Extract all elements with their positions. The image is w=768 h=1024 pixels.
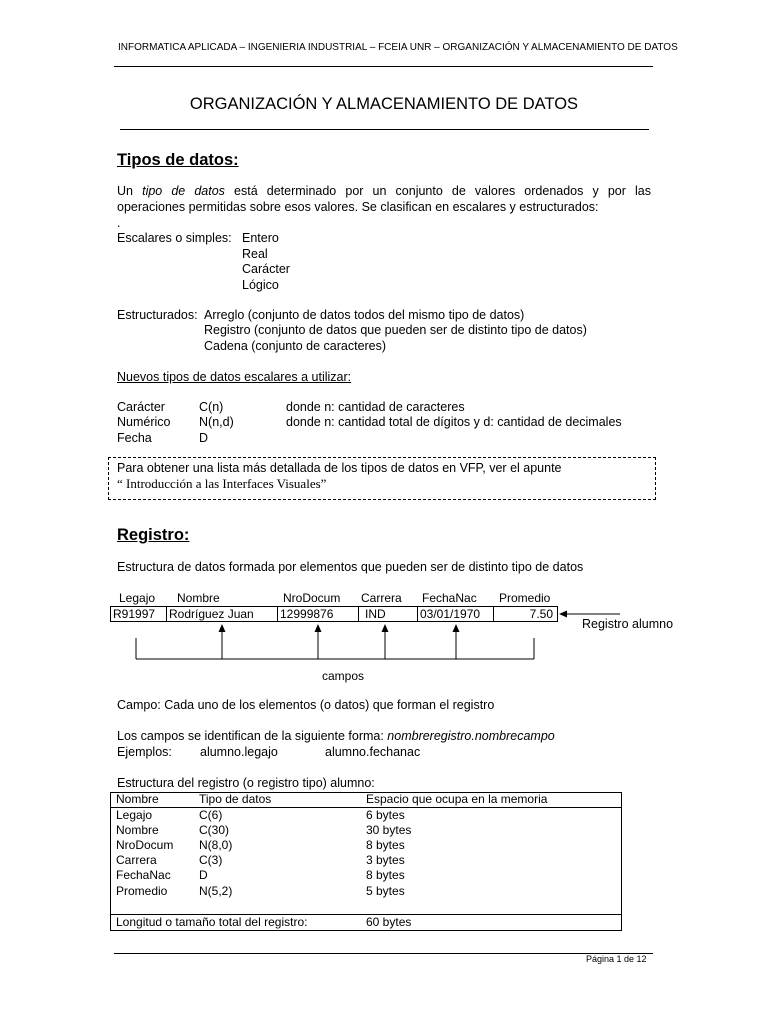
table-cell: C(30) — [199, 823, 230, 837]
table-cell: Nombre — [116, 823, 159, 837]
intro-paragraph-line2: operaciones permitidas sobre esos valores. Se clasifican en escalares y estructurados: — [117, 200, 599, 214]
record-value-cell: Rodríguez Juan — [166, 606, 278, 622]
record-value-cell: 7.50 — [493, 606, 558, 622]
record-field-header: Carrera — [361, 591, 402, 605]
page-number: Página 1 de 12 — [586, 954, 647, 964]
record-value-cell: IND — [358, 606, 418, 622]
record-arrows-diagram — [100, 600, 720, 670]
estructurado-item: Registro (conjunto de datos que pueden ser de distinto tipo de datos) — [204, 323, 587, 337]
nuevo-tipo-name: Carácter — [117, 400, 165, 414]
title-rule — [120, 129, 649, 130]
table-total-value: 60 bytes — [366, 915, 412, 929]
record-field-header: Promedio — [499, 591, 551, 605]
record-field-header: Legajo — [119, 591, 156, 605]
note-line2-reference: “ Introducción a las Interfaces Visuales” — [117, 476, 327, 491]
record-value-cell: 12999876 — [277, 606, 359, 622]
document-title: ORGANIZACIÓN Y ALMACENAMIENTO DE DATOS — [189, 95, 579, 113]
nuevos-heading: Nuevos tipos de datos escalares a utilizar: — [117, 370, 352, 384]
escalar-item: Entero — [242, 231, 279, 245]
table-cell: N(8,0) — [199, 838, 233, 852]
estructurados-label: Estructurados: — [117, 308, 198, 322]
escalar-item: Lógico — [242, 278, 279, 292]
record-value-cell: R91997 — [110, 606, 167, 622]
escalar-item: Real — [242, 247, 268, 261]
ejemplo-item: alumno.legajo — [200, 745, 278, 759]
table-cell: 30 bytes — [366, 823, 412, 837]
nuevo-tipo-name: Numérico — [117, 415, 171, 429]
table-header-cell: Tipo de datos — [199, 792, 272, 806]
nuevo-tipo-desc: donde n: cantidad total de dígitos y d: cantidad de decimales — [286, 415, 622, 429]
footer-rule — [114, 953, 653, 954]
table-cell: Carrera — [116, 853, 157, 867]
intro-paragraph-line1: Un tipo de datos está determinado por un conjunto de valores ordenados y por las — [117, 184, 651, 198]
record-field-header: FechaNac — [422, 591, 477, 605]
campo-definition: Campo: Cada uno de los elementos (o datos) que forman el registro — [117, 698, 495, 712]
table-cell: Promedio — [116, 884, 168, 898]
estructura-label: Estructura del registro (o registro tipo) alumno: — [117, 776, 375, 790]
table-cell: 5 bytes — [366, 884, 405, 898]
section-heading-tipos: Tipos de datos: — [117, 151, 239, 169]
nuevo-tipo-code: C(n) — [199, 400, 224, 414]
header-rule — [114, 66, 653, 67]
estructurado-item: Arreglo (conjunto de datos todos del mismo tipo de datos) — [204, 308, 525, 322]
table-cell: Legajo — [116, 808, 153, 822]
table-cell: 6 bytes — [366, 808, 405, 822]
campos-label: campos — [322, 669, 365, 683]
table-cell: NroDocum — [116, 838, 174, 852]
nuevo-tipo-code: D — [199, 431, 209, 445]
table-header-cell: Espacio que ocupa en la memoria — [366, 792, 548, 806]
table-header-cell: Nombre — [116, 792, 159, 806]
escalar-item: Carácter — [242, 262, 290, 276]
table-cell: 8 bytes — [366, 838, 405, 852]
table-cell: 8 bytes — [366, 868, 405, 882]
table-cell: C(6) — [199, 808, 223, 822]
stray-dot: . — [117, 216, 121, 230]
table-cell: D — [199, 868, 208, 882]
table-cell: N(5,2) — [199, 884, 233, 898]
table-total-label: Longitud o tamaño total del registro: — [116, 915, 308, 929]
table-cell: FechaNac — [116, 868, 171, 882]
nuevo-tipo-code: N(n,d) — [199, 415, 234, 429]
ejemplo-item: alumno.fechanac — [325, 745, 421, 759]
registro-alumno-label: Registro alumno — [582, 617, 674, 631]
escalares-label: Escalares o simples: — [117, 231, 232, 245]
record-value-cell: 03/01/1970 — [417, 606, 494, 622]
table-cell: C(3) — [199, 853, 223, 867]
ejemplos-label: Ejemplos: — [117, 745, 172, 759]
nuevo-tipo-name: Fecha — [117, 431, 152, 445]
registro-description: Estructura de datos formada por elementos que pueden ser de distinto tipo de datos — [117, 560, 584, 574]
running-header: INFORMATICA APLICADA – INGENIERIA INDUSTRIAL – FCEIA UNR – ORGANIZACIÓN Y ALMACENAMIENTO DE DATOS — [118, 42, 678, 53]
identificacion-line: Los campos se identifican de la siguiente forma: nombreregistro.nombrecampo — [117, 729, 555, 743]
note-line1: Para obtener una lista más detallada de los tipos de datos en VFP, ver el apunte — [117, 461, 562, 475]
nuevo-tipo-desc: donde n: cantidad de caracteres — [286, 400, 465, 414]
record-field-header: Nombre — [177, 591, 220, 605]
section-heading-registro: Registro: — [117, 526, 190, 544]
table-cell: 3 bytes — [366, 853, 405, 867]
estructurado-item: Cadena (conjunto de caracteres) — [204, 339, 387, 353]
record-field-header: NroDocum — [283, 591, 341, 605]
